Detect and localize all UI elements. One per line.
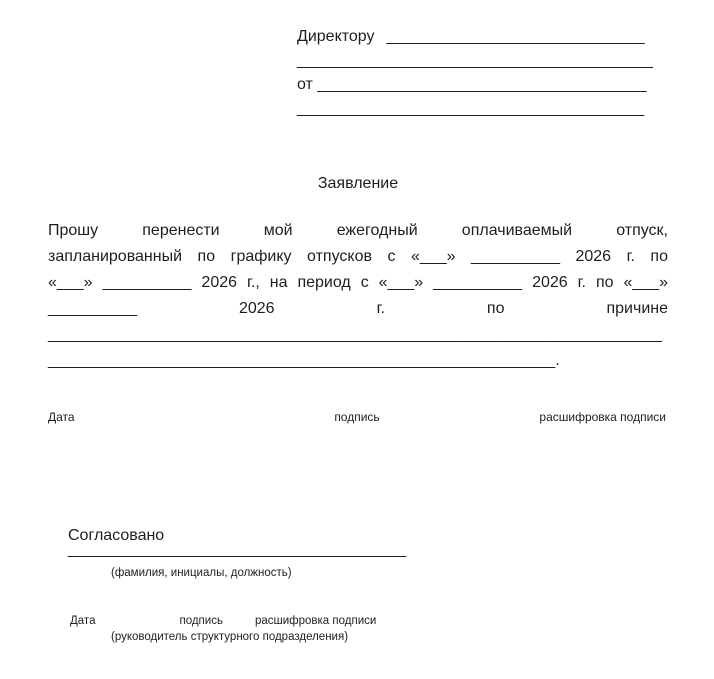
body-line-2: запланированный по графику отпусков с «___» __________ 2026 г. по xyxy=(48,248,668,265)
addressee-block xyxy=(297,25,669,121)
applicant-name-blank: _____________________________________ xyxy=(317,76,647,93)
application-body xyxy=(48,218,668,374)
director-label: Директору xyxy=(297,28,375,45)
signature-label: подпись xyxy=(334,410,380,424)
director-name-blank-2: ________________________________________ xyxy=(297,52,653,69)
document-title: Заявление xyxy=(317,175,399,192)
approval-signature-label: подпись xyxy=(179,615,223,627)
approval-name-blank: ______________________________________ xyxy=(68,541,407,558)
approval-name-caption: (фамилия, инициалы, должность) xyxy=(111,567,292,579)
approval-transcript-label: расшифровка подписи xyxy=(254,615,377,627)
body-line-3: «___» __________ 2026 г., на период с «___» __________ 2026 г. по «___» xyxy=(48,274,668,291)
approval-signature-row xyxy=(70,614,376,628)
addressee-line-blank-4 xyxy=(297,97,669,121)
addressee-line-director xyxy=(297,25,669,49)
body-line-1: Прошу перенести мой ежегодный оплачиваемый отпуск, xyxy=(48,222,668,239)
approval-role-caption: (руководитель структурного подразделения) xyxy=(111,631,349,643)
addressee-line-blank-2 xyxy=(297,49,669,73)
director-name-blank: _____________________________ xyxy=(386,28,645,45)
approval-title: Согласовано xyxy=(68,527,165,544)
from-label: от xyxy=(297,76,313,93)
signature-row xyxy=(48,410,666,424)
date-label: Дата xyxy=(48,410,75,424)
body-line-4: __________ 2026 г. по причине xyxy=(48,300,668,317)
transcript-label: расшифровка подписи xyxy=(539,410,666,424)
applicant-name-blank-2: _______________________________________ xyxy=(297,100,645,117)
approval-date-label: Дата xyxy=(70,615,96,627)
addressee-line-from xyxy=(297,73,669,97)
reason-blank-line-1: _____________________________________________________________________ xyxy=(48,326,662,343)
reason-blank-line-2: _________________________________________________________. xyxy=(48,352,560,369)
